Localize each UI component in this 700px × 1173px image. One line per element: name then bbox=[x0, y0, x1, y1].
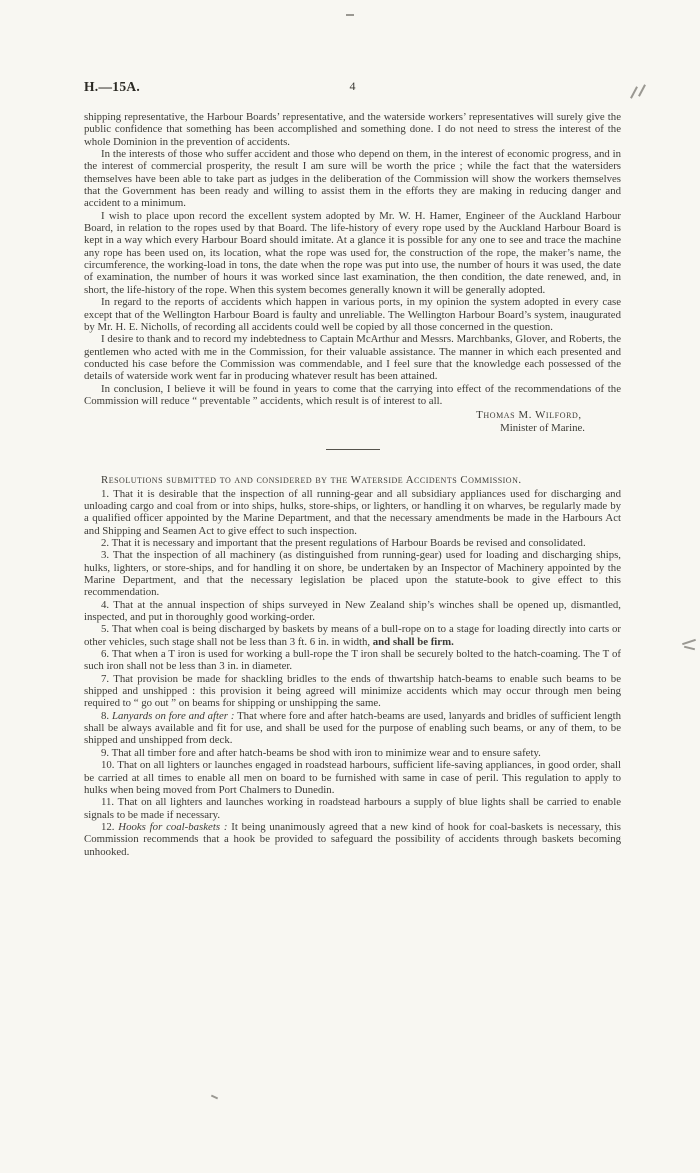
resolutions-heading: Resolutions submitted to and considered by the Waterside Accidents Commission. bbox=[101, 474, 522, 487]
page-header bbox=[84, 78, 621, 94]
resolution-text: It being unanimously agreed that a new kind of hook for coal-baskets is necessary, this Commission recommends that a hook be provided to safeguard the possibility of accidents through baskets becoming unhooked. bbox=[84, 820, 621, 858]
resolution-item bbox=[84, 488, 621, 537]
ink-mark bbox=[630, 86, 638, 98]
letter-paragraph: I desire to thank and to record my indebtedness to Captain McArthur and Messrs. Marchbanks, Glover, and Roberts, the gentlemen who acted with me in the Commission, for their valuable assistance. The manner in which each presented and conducted his case before the Commission was commendable, and I feel sure that the knowledge each possessed of the details of waterside work went far in producing whatever result has been attained. bbox=[84, 333, 621, 383]
resolution-item bbox=[84, 710, 621, 747]
resolution-text: That at the annual inspection of ships surveyed in New Zealand ship’s winches shall be opened up, dismantled, inspected, and put in thoroughly good working-order. bbox=[84, 598, 621, 624]
resolution-number: 1. bbox=[101, 487, 110, 500]
resolution-text: That when coal is being discharged by baskets by means of a bull-rope on to a stage for loading directly into carts or other vehicles, such stage shall not be less than 3 ft. 6 in. in width, bbox=[84, 623, 621, 648]
resolution-text-bold: and shall be firm. bbox=[372, 635, 454, 648]
resolution-number: 6. bbox=[101, 648, 110, 661]
resolution-item bbox=[84, 759, 621, 796]
ink-mark bbox=[346, 14, 354, 16]
resolution-item bbox=[84, 796, 621, 821]
resolution-item bbox=[84, 599, 621, 624]
resolution-number: 9. bbox=[101, 746, 110, 759]
letter-paragraph: I wish to place upon record the excellent system adopted by Mr. W. H. Hamer, Engineer of the Auckland Harbour Board, in relation to the ropes used by that Board. The life-history of every rope used by the Auckland Harbour Board is kept in a way which every Harbour Board should imitate. At a glance it is possible for any one to see and trace the machine any rope has been used on, its location, what the rope was used for, the construction of the rope, the maker’s name, the circumference, the working-load in tons, the date when the rope was put into use, the number of hours it was used, the date of examination, the number of hours it was worked since last examination, the then condition, the date renewed, and, in short, the life-history of the rope. When this system becomes generally known it will be generally adopted. bbox=[84, 209, 621, 296]
resolution-number: 12. bbox=[101, 820, 115, 833]
resolution-item bbox=[84, 673, 621, 710]
ink-mark bbox=[684, 646, 695, 651]
resolution-text: That on all lighters and launches working in roadstead harbours a supply of blue lights shall be carried to enable signals to be made if necessary. bbox=[84, 796, 621, 821]
signature-block bbox=[476, 409, 585, 434]
ink-mark bbox=[211, 1095, 218, 1100]
resolution-number: 8. bbox=[101, 709, 110, 722]
resolution-item bbox=[84, 821, 621, 858]
letter-paragraph: shipping representative, the Harbour Boards’ representative, and the waterside workers’ representatives will surely give the public confidence that something has been accomplished and something done. I do not need to stress the interest of the whole Dominion in the prevention of accidents. bbox=[84, 111, 621, 148]
resolution-lead-in: Hooks for coal-baskets : bbox=[118, 820, 228, 833]
paper-number: H.—15A. bbox=[84, 79, 141, 94]
resolution-item bbox=[84, 537, 621, 549]
resolution-text: That the inspection of all machinery (as distinguished from running-gear) used for loading and discharging ships, hulks, lighters, or store-ships, and for handling it on shore, be undertaken by an Inspector of Machinery appointed by the Marine Department, and that the necessary legislation be placed upon the statute-book to give effect to this recommendation. bbox=[84, 549, 621, 599]
resolution-text: That all timber fore and after hatch-beams be shod with iron to minimize wear and to ensure safety. bbox=[111, 746, 541, 759]
signature-title: Minister of Marine. bbox=[500, 421, 585, 434]
resolution-number: 3. bbox=[101, 549, 110, 562]
resolution-number: 11. bbox=[101, 796, 115, 809]
resolution-lead-in: Lanyards on fore and after : bbox=[111, 709, 235, 722]
ink-mark bbox=[682, 639, 696, 645]
page-number: 4 bbox=[349, 79, 356, 93]
resolution-item bbox=[84, 549, 621, 598]
resolution-number: 10. bbox=[101, 759, 115, 772]
resolution-number: 7. bbox=[101, 672, 110, 685]
resolution-text: That provision be made for shackling bridles to the ends of thwartship hatch-beams to enable such beams to be shipped and unshipped : this provision it being agreed will minimize accidents which may occur through men being required to “ go out ” on beams for shipping or unshipping the same. bbox=[84, 672, 621, 710]
resolution-item bbox=[84, 623, 621, 648]
section-divider bbox=[326, 449, 380, 450]
resolution-number: 4. bbox=[101, 598, 110, 611]
resolution-number: 2. bbox=[101, 536, 110, 549]
letter-paragraph: In the interests of those who suffer accident and those who depend on them, in the interest of economic progress, and in the interest of commercial prosperity, the result I am sure will be worth the price ; while the fact that the watersiders themselves have been able to take part as judges in the deliberation of the Commission will show the workers themselves that the Government has been ready and willing to assist them in the efforts they are making in reducing danger and accident to a minimum. bbox=[84, 148, 621, 210]
ink-mark bbox=[638, 84, 646, 96]
resolution-text: That where fore and after hatch-beams are used, lanyards and bridles of sufficient length shall be always available and fit for use, and shall be used for the purpose of enabling such beams, or any of them, to be shipped and unshipped from deck. bbox=[84, 709, 621, 747]
resolution-item bbox=[84, 648, 621, 673]
letter-paragraph: In regard to the reports of accidents which happen in various ports, in my opinion the system adopted in every case except that of the Wellington Harbour Board is faulty and unreliable. The Wellington Harbour Board’s system, inaugurated by Mr. H. E. Nicholls, of recording all accidents could well be copied by all those concerned in the question. bbox=[84, 296, 621, 333]
resolution-text: That it is desirable that the inspection of all running-gear and all subsidiary appliances used for discharging and unloading cargo and coal from or into ships, hulks, store-ships, or lighters, or handling it on wharves, be regularly made by a qualified officer appointed by the Marine Department, and that the necessary amendments be made in the Harbours Act and Shipping and Seamen Act to give effect to such inspection. bbox=[84, 487, 621, 537]
resolution-text: That on all lighters or launches engaged in roadstead harbours, sufficient life-saving appliances, in good order, shall be carried at all times to enable all men on board to be furnished with same in case of peril. This regulation to apply to hulks when being moved from Port Chalmers to Dunedin. bbox=[84, 759, 621, 796]
resolution-number: 5. bbox=[101, 623, 110, 636]
resolution-item bbox=[84, 747, 621, 759]
letter-paragraph: In conclusion, I believe it will be found in years to come that the carrying into effect of the recommendations of the Commission will reduce “ preventable ” accidents, which result is of interest to all. bbox=[84, 382, 621, 407]
resolution-text: That when a T iron is used for working a bull-rope the T iron shall be securely bolted to the hatch-coaming. The T of such iron shall not be less than 3 in. in diameter. bbox=[84, 648, 621, 673]
resolution-text: That it is necessary and important that the present regulations of Harbour Boards be revised and consolidated. bbox=[111, 536, 586, 549]
signature-name: Thomas M. Wilford, bbox=[476, 409, 582, 422]
